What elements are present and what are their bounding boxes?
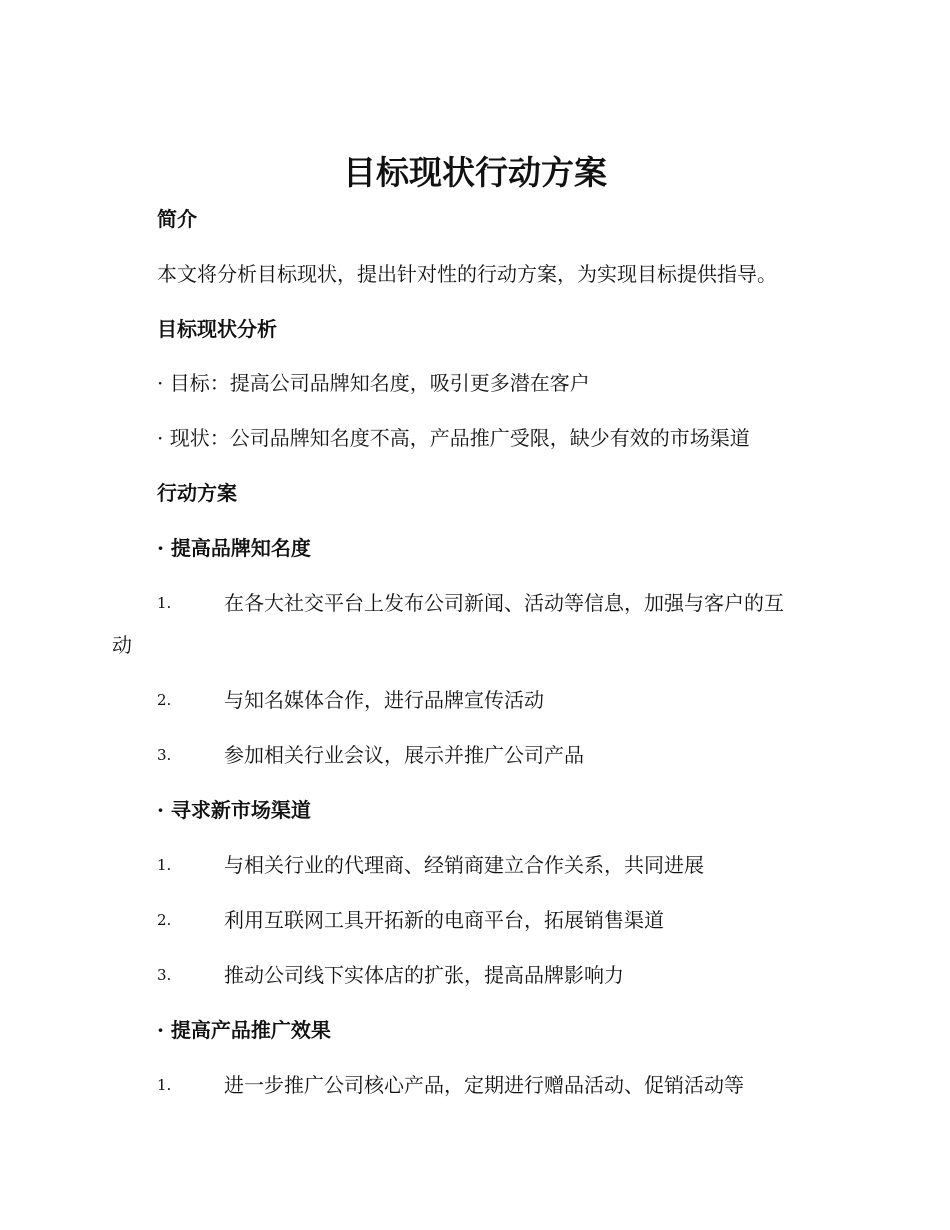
- list-item-text: 推动公司线下实体店的扩张，提高品牌影响力: [224, 963, 624, 987]
- list-item-continuation: 动: [112, 633, 132, 657]
- list-item-text: 利用互联网工具开拓新的电商平台，拓展销售渠道: [224, 908, 664, 932]
- list-item-text: 在各大社交平台上发布公司新闻、活动等信息，加强与客户的互: [224, 591, 784, 615]
- list-item-number: 2.: [157, 691, 172, 709]
- plan-heading: 行动方案: [157, 481, 237, 505]
- intro-text: 本文将分析目标现状，提出针对性的行动方案，为实现目标提供指导。: [157, 262, 777, 286]
- list-item-number: 3.: [157, 746, 172, 764]
- list-item-number: 1.: [157, 594, 172, 612]
- list-item-number: 1.: [157, 1076, 172, 1094]
- page-title: 目标现状行动方案: [343, 153, 607, 192]
- goal-line: · 目标：提高公司品牌知名度，吸引更多潜在客户: [157, 371, 590, 395]
- list-item-text: 与相关行业的代理商、经销商建立合作关系，共同进展: [224, 853, 704, 877]
- list-item-number: 1.: [157, 856, 172, 874]
- list-item-text: 参加相关行业会议，展示并推广公司产品: [224, 743, 584, 767]
- list-item-number: 2.: [157, 911, 172, 929]
- intro-heading: 简介: [157, 207, 197, 231]
- analysis-heading: 目标现状分析: [157, 317, 277, 341]
- section-heading-brand: · 提高品牌知名度: [157, 536, 311, 560]
- list-item-text: 进一步推广公司核心产品，定期进行赠品活动、促销活动等: [224, 1073, 744, 1097]
- list-item-number: 3.: [157, 966, 172, 984]
- status-line: · 现状：公司品牌知名度不高，产品推广受限，缺少有效的市场渠道: [157, 426, 750, 450]
- section-heading-promotion: · 提高产品推广效果: [157, 1018, 331, 1042]
- list-item-text: 与知名媒体合作，进行品牌宣传活动: [224, 688, 544, 712]
- section-heading-channels: · 寻求新市场渠道: [157, 798, 311, 822]
